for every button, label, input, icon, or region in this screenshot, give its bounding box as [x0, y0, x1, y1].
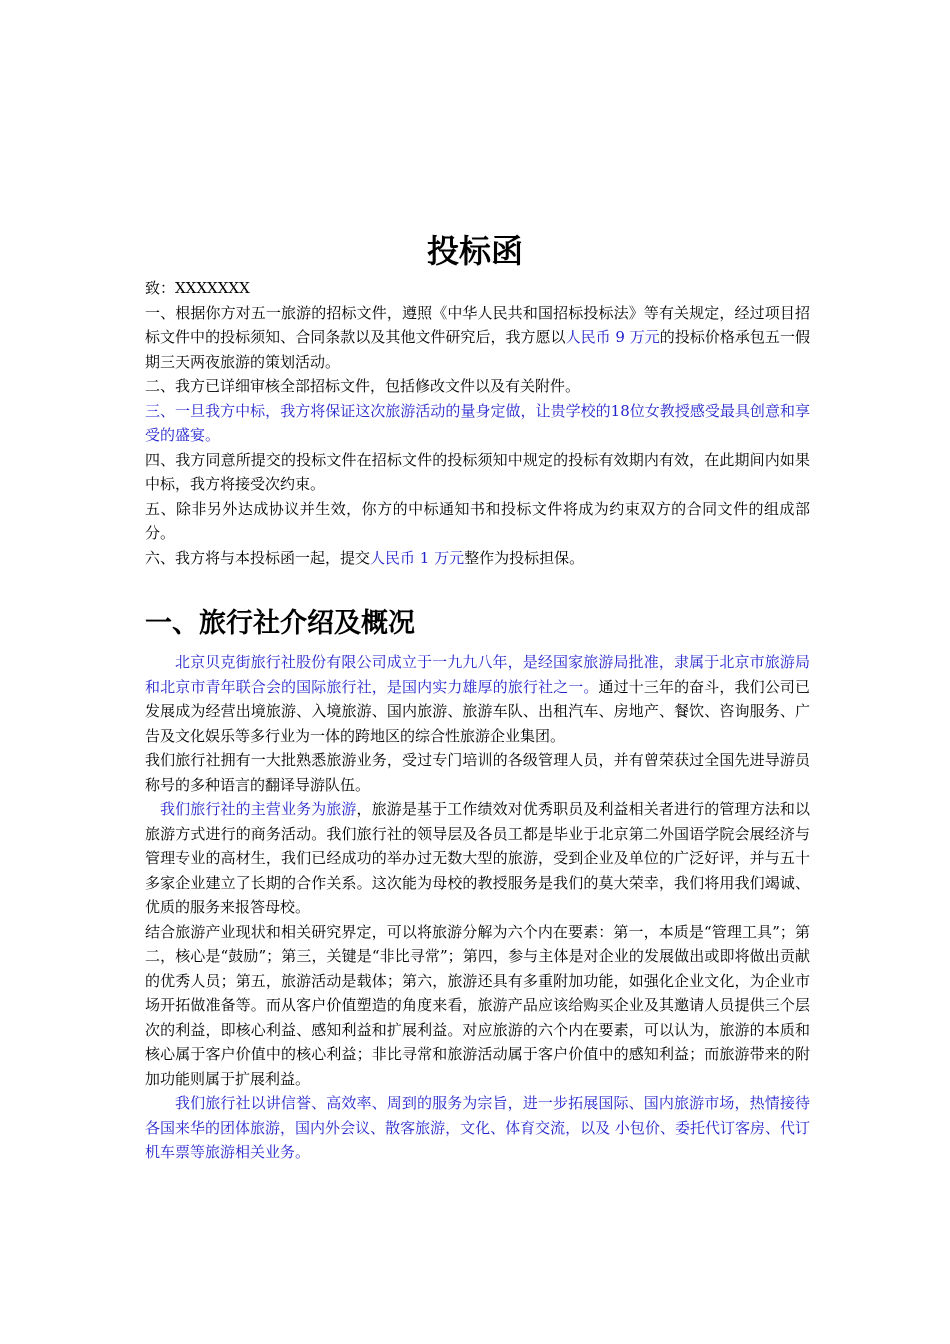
business-highlight: 我们旅行社的主营业务为旅游 [160, 800, 357, 818]
service-paragraph: 我们旅行社以讲信誉、高效率、周到的服务为宗旨，进一步拓展国际、国内旅游市场，热情接待各国来华的团体旅游，国内外会议、散客旅游，文化、体育交流，以及 小包价、委托代订客房、代订机车票等旅游相关业务。 [145, 1094, 810, 1161]
intro-rest: 通过十三年的奋斗，我们公司已发展成为经营出境旅游、入境旅游、国内旅游、旅游车队、出租汽车、房地产、餐饮、咨询服务、广告及文化娱乐等多行业为一体的跨地区的综合性旅游企业集团。 [145, 677, 810, 745]
clause-1-text-end: 的投标价格承包五一假期三天两夜旅游的策划活动。 [145, 328, 810, 371]
intro-paragraph [145, 650, 810, 748]
bid-guarantee: 人民币 1 万元 [370, 548, 465, 567]
clause-1-text: 一、根据你方对五一旅游的招标文件，遵照《中华人民共和国招标投标法》等有关规定，经过项目招标文件中的投标须知、合同条款以及其他文件研究后，我方愿以 [145, 303, 810, 346]
section-heading: 一、旅行社介绍及概况 [145, 608, 415, 639]
clause-5: 五、除非另外达成协议并生效，你方的中标通知书和投标文件将成为约束双方的合同文件的组成部分。 [145, 499, 810, 542]
clause-3: 三、一旦我方中标，我方将保证这次旅游活动的量身定做，让贵学校的18位女教授感受最具创意和享受的盛宴。 [145, 401, 810, 444]
salutation: 致：XXXXXXX [145, 279, 250, 297]
elements-paragraph: 结合旅游产业现状和相关研究界定，可以将旅游分解为六个内在要素：第一，本质是“管理工具”；第二，核心是“鼓励”；第三，关键是“非比寻常”；第四，参与主体是对企业的发展做出或即将做出贡献的优秀人员；第五，旅游活动是载体；第六，旅游还具有多重附加功能，如强化企业文化，为企业市场开拓做准备等。而从客户价值塑造的角度来看，旅游产品应该给购买企业及其邀请人员提供三个层次的利益，即核心利益、感知利益和扩展利益。对应旅游的六个内在要素，可以认为，旅游的本质和核心属于客户价值中的核心利益；非比寻常和旅游活动属于客户价值中的感知利益；而旅游带来的附加功能则属于扩展利益。 [145, 922, 810, 1088]
clause-2: 二、我方已详细审核全部招标文件，包括修改文件以及有关附件。 [145, 377, 581, 395]
section-body [145, 650, 810, 1165]
clause-6-text-end: 整作为投标担保。 [464, 548, 585, 567]
document-title: 投标函 [426, 232, 523, 270]
clause-6 [145, 546, 810, 571]
clause-6-text: 六、我方将与本投标函一起，提交 [145, 548, 371, 567]
clause-1 [145, 301, 810, 375]
clause-4: 四、我方同意所提交的投标文件在招标文件的投标须知中规定的投标有效期内有效，在此期间内如果中标，我方将接受次约束。 [145, 450, 810, 493]
bid-letter-body [145, 276, 810, 570]
staff-paragraph: 我们旅行社拥有一大批熟悉旅游业务，受过专门培训的各级管理人员，并有曾荣获过全国先进导游员称号的多种语言的翻译导游队伍。 [145, 751, 810, 794]
intro-highlight: 北京贝克街旅行社股份有限公司成立于一九九八年，是经国家旅游局批准，隶属于北京市旅游局和北京市青年联合会的国际旅行社，是国内实力雄厚的旅行社之一。 [145, 653, 810, 696]
bid-price: 人民币 9 万元 [565, 328, 660, 346]
business-paragraph [145, 797, 810, 920]
business-rest: ，旅游是基于工作绩效对优秀职员及利益相关者进行的管理方法和以旅游方式进行的商务活动。我们旅行社的领导层及各员工都是毕业于北京第二外国语学院会展经济与管理专业的高材生，我们已经成功的举办过无数大型的旅游，受到企业及单位的广泛好评，并与五十多家企业建立了长期的合作关系。这次能为母校的教授服务是我们的莫大荣幸，我们将用我们竭诚、优质的服务来报答母校。 [145, 800, 810, 916]
